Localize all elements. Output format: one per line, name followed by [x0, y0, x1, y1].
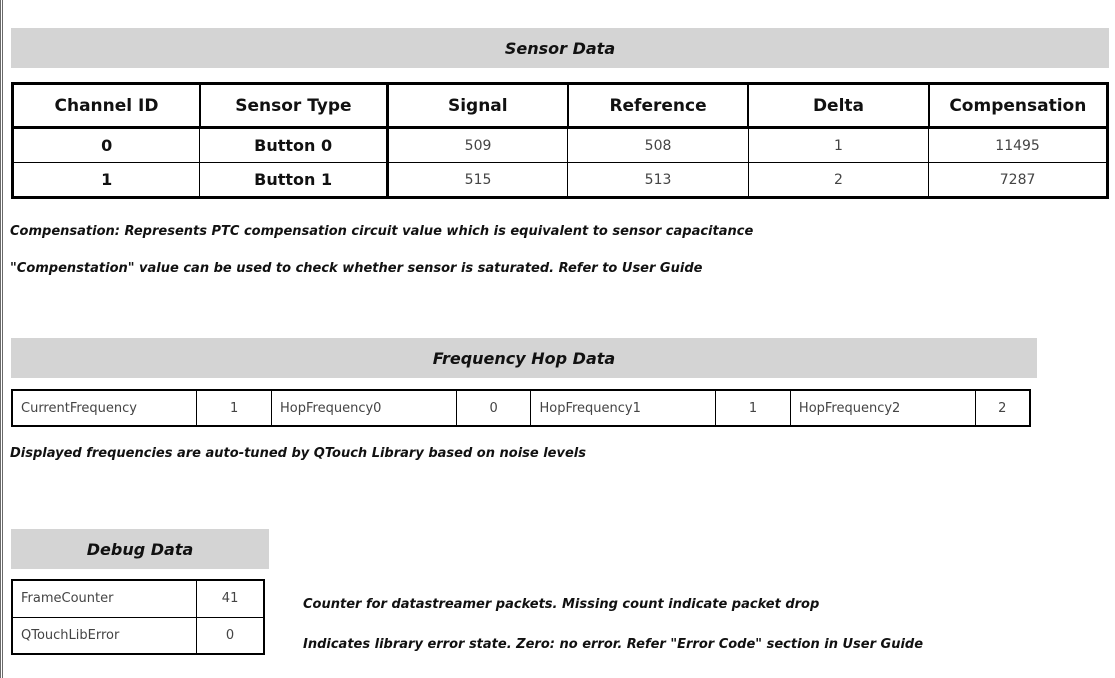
delta-cell: 1: [748, 128, 928, 163]
sensor-header-row: [13, 84, 1108, 128]
frequency-note: Displayed frequencies are auto-tuned by QTouch Library based on noise levels: [10, 446, 586, 461]
debug-data-table: [11, 579, 265, 655]
sensor-type-cell: Button 1: [200, 163, 387, 198]
column-header-signal: Signal: [387, 84, 567, 128]
sensor-type-cell: Button 0: [200, 128, 387, 163]
reference-cell: 508: [568, 128, 749, 163]
current-frequency-label: CurrentFrequency: [12, 390, 197, 426]
frame-counter-description: Counter for datastreamer packets. Missing count indicate packet drop: [303, 597, 820, 612]
reference-cell: 513: [568, 163, 749, 198]
column-header-reference: Reference: [568, 84, 749, 128]
hop-frequency-2-label: HopFrequency2: [790, 390, 975, 426]
frame-counter-label: FrameCounter: [12, 580, 197, 617]
saturation-note: "Compenstation" value can be used to check whether sensor is saturated. Refer to User Guide: [10, 261, 703, 276]
column-header-channel-id: Channel ID: [13, 84, 200, 128]
hop-frequency-2-value: 2: [975, 390, 1030, 426]
signal-cell: 515: [387, 163, 567, 198]
current-frequency-value: 1: [197, 390, 272, 426]
delta-cell: 2: [748, 163, 928, 198]
debug-data-header: Debug Data: [11, 529, 269, 569]
table-row: [12, 390, 1030, 426]
signal-cell: 509: [387, 128, 567, 163]
table-row: [12, 617, 264, 654]
column-header-delta: Delta: [748, 84, 928, 128]
hop-frequency-0-value: 0: [456, 390, 531, 426]
column-header-compensation: Compensation: [929, 84, 1108, 128]
sensor-data-table: [11, 82, 1109, 199]
qtouch-lib-error-label: QTouchLibError: [12, 617, 197, 654]
compensation-cell: 7287: [929, 163, 1108, 198]
table-row: [12, 580, 264, 617]
column-header-sensor-type: Sensor Type: [200, 84, 387, 128]
table-row: [13, 163, 1108, 198]
hop-frequency-0-label: HopFrequency0: [272, 390, 457, 426]
qtouch-lib-error-value: 0: [197, 617, 264, 654]
compensation-cell: 11495: [929, 128, 1108, 163]
frequency-hop-data-header: Frequency Hop Data: [11, 338, 1037, 378]
table-row: [13, 128, 1108, 163]
channel-id-cell: 0: [13, 128, 200, 163]
compensation-note: Compensation: Represents PTC compensation circuit value which is equivalent to sensor capacitance: [10, 224, 754, 239]
hop-frequency-1-value: 1: [716, 390, 791, 426]
frame-counter-value: 41: [197, 580, 264, 617]
hop-frequency-1-label: HopFrequency1: [531, 390, 716, 426]
left-border-line: [0, 0, 3, 678]
channel-id-cell: 1: [13, 163, 200, 198]
qtouch-lib-error-description: Indicates library error state. Zero: no error. Refer "Error Code" section in User Guide: [303, 637, 924, 652]
frequency-hop-table: [11, 389, 1031, 427]
sensor-data-header: Sensor Data: [11, 28, 1109, 68]
